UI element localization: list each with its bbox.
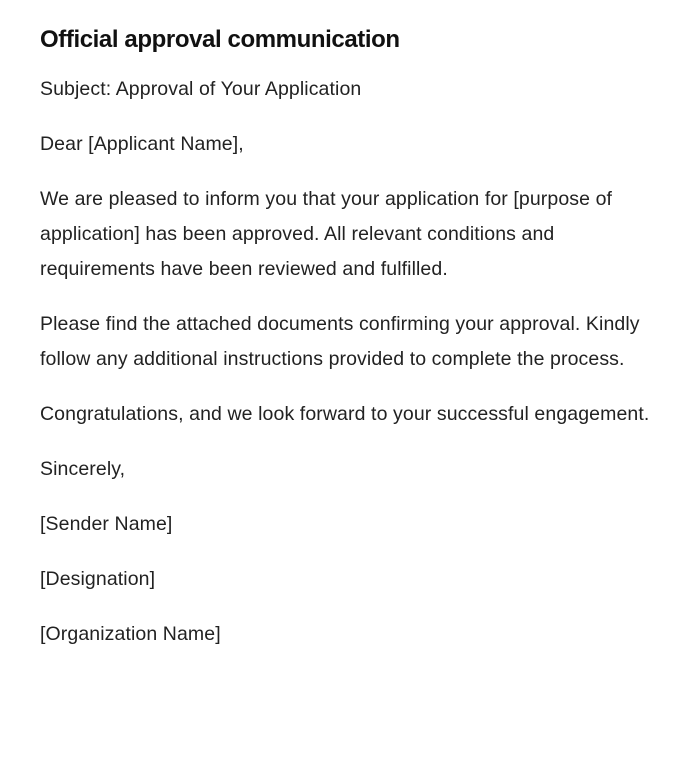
sender-name: [Sender Name] xyxy=(40,513,173,535)
body-paragraph-approval: We are pleased to inform you that your application for [purpose of application] has been approved. All relevant conditions and requirements have been reviewed and fulfilled. xyxy=(40,188,613,280)
body-paragraph-documents: Please find the attached documents confirming your approval. Kindly follow any additional instructions provided to complete the process. xyxy=(40,313,640,370)
document-title: Official approval communication xyxy=(40,26,400,53)
closing: Sincerely, xyxy=(40,458,126,480)
subject-line: Subject: Approval of Your Application xyxy=(40,78,362,100)
letter-document xyxy=(40,24,650,672)
salutation: Dear [Applicant Name], xyxy=(40,133,244,155)
sender-organization: [Organization Name] xyxy=(40,623,221,645)
sender-designation: [Designation] xyxy=(40,568,156,590)
body-paragraph-congratulations: Congratulations, and we look forward to your successful engagement. xyxy=(40,403,650,425)
